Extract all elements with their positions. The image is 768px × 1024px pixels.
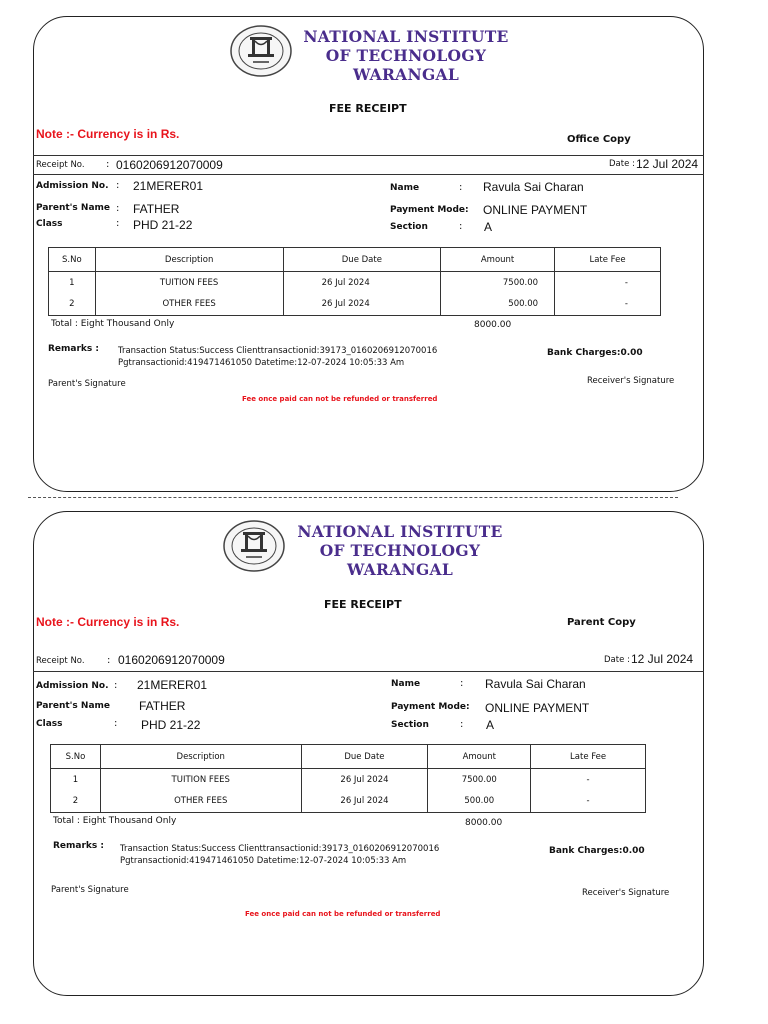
colon: : xyxy=(460,719,464,730)
receipt-parent-copy xyxy=(0,494,768,994)
payment-mode-value: ONLINE PAYMENT xyxy=(483,203,588,217)
parents-name-value: FATHER xyxy=(133,202,180,216)
cell-sno: 1 xyxy=(49,272,96,294)
cell-late-fee: - xyxy=(555,272,661,294)
cell-description: OTHER FEES xyxy=(95,294,283,316)
class-value: PHD 21-22 xyxy=(133,218,193,232)
nitw-emblem-icon xyxy=(229,24,293,78)
remarks-label: Remarks : xyxy=(53,841,104,851)
cell-late-fee: - xyxy=(531,791,646,813)
transaction-details xyxy=(120,843,439,867)
receipt-no-value: 0160206912070009 xyxy=(116,158,223,172)
parents-signature-label: Parent's Signature xyxy=(48,379,126,389)
cell-sno: 2 xyxy=(49,294,96,316)
section-label: Section xyxy=(390,222,428,232)
date-label: Date : xyxy=(609,159,635,169)
name-label: Name xyxy=(391,679,421,689)
cell-late-fee: - xyxy=(555,294,661,316)
copy-label: Parent Copy xyxy=(567,617,636,628)
parents-name-label: Parent's Name xyxy=(36,203,111,213)
header-amount: Amount xyxy=(441,248,555,272)
table-row xyxy=(49,294,661,316)
cell-due-date: 26 Jul 2024 xyxy=(283,294,440,316)
receivers-signature-label: Receiver's Signature xyxy=(582,888,670,898)
refund-warning: Fee once paid can not be refunded or transferred xyxy=(242,395,438,403)
header-amount: Amount xyxy=(428,745,531,769)
colon: : xyxy=(116,180,120,191)
name-label: Name xyxy=(390,183,420,193)
transaction-id-line: Pgtransactionid:419471461050 Datetime:12-07-2024 10:05:33 Am xyxy=(118,358,405,368)
receipt-no-label: Receipt No. xyxy=(36,160,85,170)
cell-amount: 7500.00 xyxy=(441,272,555,294)
admission-no-value: 21MERER01 xyxy=(137,678,208,692)
divider xyxy=(33,174,704,175)
colon: : xyxy=(459,221,463,232)
header-late-fee: Late Fee xyxy=(555,248,661,272)
header-late-fee: Late Fee xyxy=(531,745,646,769)
cell-sno: 2 xyxy=(51,791,101,813)
header-description: Description xyxy=(95,248,283,272)
cell-due-date: 26 Jul 2024 xyxy=(301,769,428,791)
institute-line-1: NATIONAL INSTITUTE xyxy=(303,27,509,46)
total-row xyxy=(51,319,174,329)
admission-no-value: 21MERER01 xyxy=(133,179,204,193)
transaction-status-line: Transaction Status:Success Clienttransactionid:39173_0160206912070016 xyxy=(118,346,438,356)
remarks-label: Remarks : xyxy=(48,344,99,354)
date-value: 12 Jul 2024 xyxy=(636,157,699,171)
total-row xyxy=(53,816,176,826)
copy-label: Office Copy xyxy=(567,134,631,145)
cell-due-date: 26 Jul 2024 xyxy=(283,272,440,294)
receipt-no-label: Receipt No. xyxy=(36,656,85,666)
transaction-details xyxy=(118,345,437,369)
table-row xyxy=(49,272,661,294)
payment-mode-value: ONLINE PAYMENT xyxy=(485,701,590,715)
bank-charges: Bank Charges:0.00 xyxy=(547,348,643,358)
colon: : xyxy=(114,680,118,691)
section-label: Section xyxy=(391,720,429,730)
date-value: 12 Jul 2024 xyxy=(631,652,694,666)
receipt-office-copy xyxy=(0,0,768,500)
fee-receipt-title: FEE RECEIPT xyxy=(324,598,402,611)
fees-table xyxy=(48,247,661,316)
institute-name xyxy=(296,27,516,84)
receivers-signature-label: Receiver's Signature xyxy=(587,376,675,386)
receipt-no-value: 0160206912070009 xyxy=(118,653,225,667)
transaction-id-line: Pgtransactionid:419471461050 Datetime:12-07-2024 10:05:33 Am xyxy=(120,856,407,866)
transaction-status-line: Transaction Status:Success Clienttransactionid:39173_0160206912070016 xyxy=(120,844,440,854)
parents-name-label: Parent's Name xyxy=(36,701,111,711)
colon: : xyxy=(460,678,464,689)
class-label: Class xyxy=(36,219,63,229)
nitw-emblem-icon xyxy=(222,519,286,573)
divider xyxy=(33,671,704,672)
institute-line-2: OF TECHNOLOGY xyxy=(325,46,487,65)
colon: : xyxy=(459,182,463,193)
currency-note: Note :- Currency is in Rs. xyxy=(36,127,180,141)
fees-table xyxy=(50,744,646,813)
total-words: Eight Thousand Only xyxy=(80,319,175,329)
class-value: PHD 21-22 xyxy=(141,718,201,732)
total-words: Eight Thousand Only xyxy=(82,816,177,826)
cell-due-date: 26 Jul 2024 xyxy=(301,791,428,813)
refund-warning: Fee once paid can not be refunded or transferred xyxy=(245,910,441,918)
admission-no-label: Admission No. xyxy=(36,181,109,191)
cell-description: TUITION FEES xyxy=(100,769,301,791)
table-header-row xyxy=(49,248,661,272)
table-header-row xyxy=(51,745,646,769)
cell-description: OTHER FEES xyxy=(100,791,301,813)
student-name-value: Ravula Sai Charan xyxy=(483,180,584,194)
institute-name xyxy=(290,522,510,579)
total-amount: 8000.00 xyxy=(474,320,512,330)
cell-late-fee: - xyxy=(531,769,646,791)
parents-signature-label: Parent's Signature xyxy=(51,885,129,895)
total-label: Total : xyxy=(51,319,78,329)
student-name-value: Ravula Sai Charan xyxy=(485,677,586,691)
payment-mode-label: Payment Mode: xyxy=(390,205,469,215)
colon: : xyxy=(106,159,110,170)
bank-charges: Bank Charges:0.00 xyxy=(549,846,645,856)
institute-line-1: NATIONAL INSTITUTE xyxy=(297,522,503,541)
institute-line-3: WARANGAL xyxy=(346,560,454,579)
header-due-date: Due Date xyxy=(301,745,428,769)
cell-amount: 500.00 xyxy=(428,791,531,813)
parents-name-value: FATHER xyxy=(139,699,186,713)
section-value: A xyxy=(486,718,495,732)
table-row xyxy=(51,791,646,813)
date-label: Date : xyxy=(604,655,630,665)
total-label: Total : xyxy=(53,816,80,826)
cell-amount: 7500.00 xyxy=(428,769,531,791)
cell-description: TUITION FEES xyxy=(95,272,283,294)
admission-no-label: Admission No. xyxy=(36,681,109,691)
colon: : xyxy=(116,203,120,214)
cell-sno: 1 xyxy=(51,769,101,791)
colon: : xyxy=(116,218,120,229)
institute-line-3: WARANGAL xyxy=(352,65,460,84)
section-value: A xyxy=(484,220,493,234)
payment-mode-label: Payment Mode: xyxy=(391,702,470,712)
header-sno: S.No xyxy=(51,745,101,769)
class-label: Class xyxy=(36,719,63,729)
institute-line-2: OF TECHNOLOGY xyxy=(319,541,481,560)
table-row xyxy=(51,769,646,791)
header-sno: S.No xyxy=(49,248,96,272)
colon: : xyxy=(107,655,111,666)
currency-note: Note :- Currency is in Rs. xyxy=(36,615,180,629)
divider xyxy=(33,155,704,156)
colon: : xyxy=(114,718,118,729)
header-due-date: Due Date xyxy=(283,248,440,272)
cell-amount: 500.00 xyxy=(441,294,555,316)
header-description: Description xyxy=(100,745,301,769)
total-amount: 8000.00 xyxy=(465,818,503,828)
fee-receipt-title: FEE RECEIPT xyxy=(329,102,407,115)
